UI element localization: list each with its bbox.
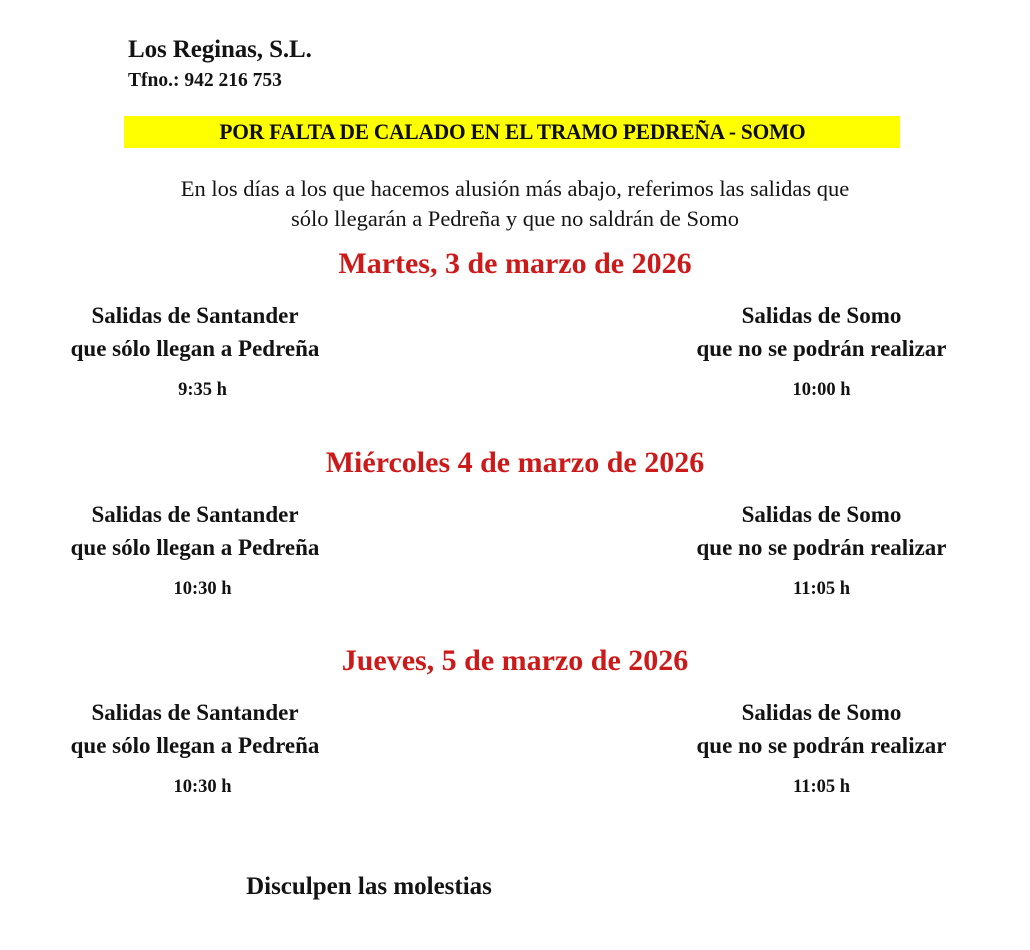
intro-paragraph [0,174,1030,234]
departures-santander-label-line2: que sólo llegan a Pedreña [70,335,320,361]
schedule-times [0,777,1030,798]
schedule-date-heading: Miércoles 4 de marzo de 2026 [325,446,705,479]
departures-somo-label-line2: que no se podrán realizar [696,335,947,361]
departures-somo-label-line1: Salidas de Somo [741,303,902,328]
departures-somo-column [515,697,1030,762]
departures-santander-column [0,499,515,564]
departures-santander-label [0,697,390,762]
departures-santander-time: 10:30 h [173,777,232,798]
schedule-date-heading: Jueves, 5 de marzo de 2026 [341,644,689,677]
schedule-columns [0,300,1030,365]
intro-line-2: sólo llegarán a Pedreña y que no saldrán de Somo [290,205,739,231]
schedule-block [0,445,1030,600]
intro-line-1: En los días a los que hacemos alusión más abajo, referimos las salidas que [180,176,850,201]
departures-somo-label-line1: Salidas de Somo [741,502,902,527]
departures-santander-label-line1: Salidas de Santander [91,502,299,527]
schedule-block [0,246,1030,401]
schedule-times [0,579,1030,600]
schedule-times [0,380,1030,401]
departures-santander-time: 10:30 h [173,579,232,600]
departures-santander-label-line2: que sólo llegan a Pedreña [70,732,320,758]
schedule-columns [0,499,1030,564]
apology-text: Disculpen las molestias [246,873,492,900]
company-phone: Tfno.: 942 216 753 [128,69,282,91]
departures-santander-label [0,300,390,365]
departures-santander-label [0,499,390,564]
company-header [128,36,312,92]
schedule-columns [0,697,1030,762]
departures-santander-column [0,697,515,762]
schedule-date-heading: Martes, 3 de marzo de 2026 [338,247,692,280]
departures-somo-column [515,499,1030,564]
company-name: Los Reginas, S.L. [128,36,312,63]
notice-banner-text: POR FALTA DE CALADO EN EL TRAMO PEDREÑA - SOMO [218,119,806,144]
departures-somo-label [613,697,1030,762]
departures-somo-label-line2: que no se podrán realizar [696,732,947,758]
departures-somo-time: 11:05 h [792,579,851,600]
departures-somo-column [515,300,1030,365]
notice-banner [124,116,900,148]
departures-somo-label-line1: Salidas de Somo [741,700,902,725]
schedule-block [0,643,1030,798]
departures-santander-time: 9:35 h [178,380,227,401]
departures-santander-label-line1: Salidas de Santander [91,700,299,725]
departures-santander-column [0,300,515,365]
departures-somo-time: 11:05 h [792,777,851,798]
departures-somo-time: 10:00 h [792,380,851,401]
departures-somo-label [613,499,1030,564]
departures-somo-label [613,300,1030,365]
departures-santander-label-line1: Salidas de Santander [91,303,299,328]
departures-santander-label-line2: que sólo llegan a Pedreña [70,534,320,560]
departures-somo-label-line2: que no se podrán realizar [696,534,947,560]
